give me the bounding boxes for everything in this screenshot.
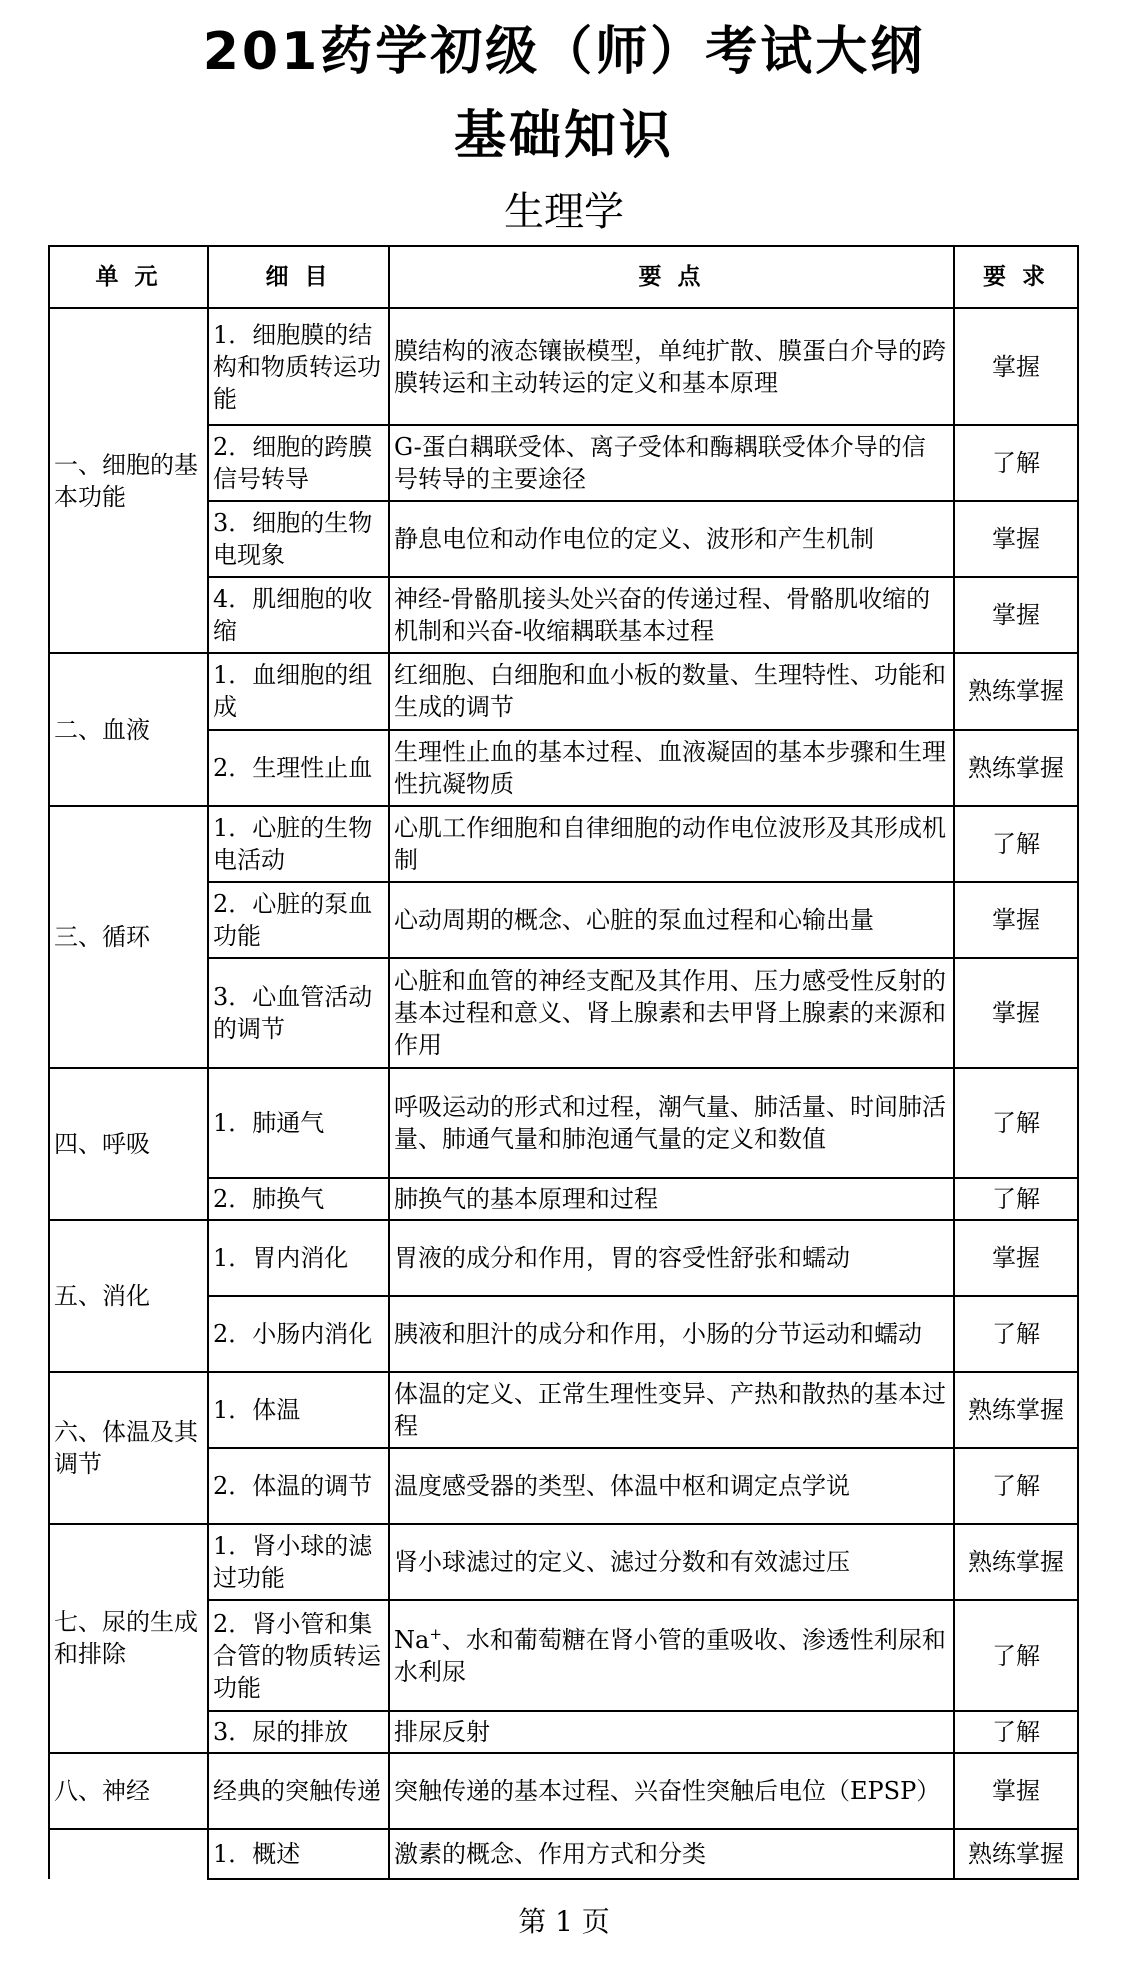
item-cell: 1．肾小球的滤过功能 — [208, 1524, 389, 1600]
points-cell: 红细胞、白细胞和血小板的数量、生理特性、功能和生成的调节 — [389, 653, 954, 729]
points-cell: 胃液的成分和作用，胃的容受性舒张和蠕动 — [389, 1220, 954, 1296]
item-cell: 2．肾小管和集合管的物质转运功能 — [208, 1600, 389, 1710]
requirement-cell: 了解 — [954, 806, 1078, 882]
requirement-cell: 掌握 — [954, 308, 1078, 425]
item-cell: 2．体温的调节 — [208, 1448, 389, 1524]
item-cell: 3．细胞的生物电现象 — [208, 501, 389, 577]
sodium-symbol: Na — [394, 1625, 430, 1654]
points-cell: 胰液和胆汁的成分和作用，小肠的分节运动和蠕动 — [389, 1296, 954, 1372]
requirement-cell: 了解 — [954, 1068, 1078, 1178]
points-cell: 心动周期的概念、心脏的泵血过程和心输出量 — [389, 882, 954, 958]
unit-cell: 五、消化 — [49, 1220, 208, 1372]
requirement-cell: 了解 — [954, 1178, 1078, 1220]
unit-cell: 六、体温及其调节 — [49, 1372, 208, 1524]
item-cell: 2．细胞的跨膜信号转导 — [208, 425, 389, 501]
table-row — [49, 308, 1078, 425]
item-cell: 1．体温 — [208, 1372, 389, 1448]
table-header-row — [49, 246, 1078, 308]
unit-cell: 四、呼吸 — [49, 1068, 208, 1220]
table-row — [49, 653, 1078, 729]
column-header-points: 要 点 — [389, 246, 954, 308]
points-cell: 呼吸运动的形式和过程，潮气量、肺活量、时间肺活量、肺通气量和肺泡通气量的定义和数值 — [389, 1068, 954, 1178]
column-header-requirement: 要 求 — [954, 246, 1078, 308]
points-text: 、水和葡萄糖在肾小管的重吸收、渗透性利尿和水利尿 — [394, 1625, 946, 1686]
requirement-cell: 了解 — [954, 1448, 1078, 1524]
requirement-cell: 掌握 — [954, 1753, 1078, 1829]
table-row — [49, 1753, 1078, 1829]
item-cell: 3．尿的排放 — [208, 1711, 389, 1753]
item-cell: 2．小肠内消化 — [208, 1296, 389, 1372]
item-cell: 4．肌细胞的收缩 — [208, 577, 389, 653]
table-row — [49, 1524, 1078, 1600]
requirement-cell: 熟练掌握 — [954, 1829, 1078, 1879]
table-row — [49, 1068, 1078, 1178]
table-row — [49, 806, 1078, 882]
requirement-cell: 熟练掌握 — [954, 653, 1078, 729]
unit-cell: 三、循环 — [49, 806, 208, 1068]
points-cell: 静息电位和动作电位的定义、波形和产生机制 — [389, 501, 954, 577]
requirement-cell: 了解 — [954, 1600, 1078, 1710]
document-subtitle: 基础知识 — [453, 106, 674, 166]
points-cell: 肾小球滤过的定义、滤过分数和有效滤过压 — [389, 1524, 954, 1600]
unit-cell: 七、尿的生成和排除 — [49, 1524, 208, 1752]
requirement-cell: 熟练掌握 — [954, 730, 1078, 806]
item-cell: 1．肺通气 — [208, 1068, 389, 1178]
syllabus-table — [48, 245, 1079, 1880]
points-cell — [389, 1600, 954, 1710]
points-cell: 膜结构的液态镶嵌模型，单纯扩散、膜蛋白介导的跨膜转运和主动转运的定义和基本原理 — [389, 308, 954, 425]
column-header-unit: 单 元 — [49, 246, 208, 308]
item-cell: 1．胃内消化 — [208, 1220, 389, 1296]
requirement-cell: 掌握 — [954, 577, 1078, 653]
document-title: 201药学初级（师）考试大纲 — [202, 22, 926, 82]
points-cell: 神经-骨骼肌接头处兴奋的传递过程、骨骼肌收缩的机制和兴奋-收缩耦联基本过程 — [389, 577, 954, 653]
requirement-cell: 掌握 — [954, 882, 1078, 958]
item-cell: 2．生理性止血 — [208, 730, 389, 806]
points-cell: 突触传递的基本过程、兴奋性突触后电位（EPSP） — [389, 1753, 954, 1829]
requirement-cell: 熟练掌握 — [954, 1524, 1078, 1600]
points-cell: 肺换气的基本原理和过程 — [389, 1178, 954, 1220]
item-cell: 1．细胞膜的结构和物质转运功能 — [208, 308, 389, 425]
item-cell: 1．血细胞的组成 — [208, 653, 389, 729]
table-row — [49, 1829, 1078, 1879]
item-cell: 3．心血管活动的调节 — [208, 958, 389, 1068]
requirement-cell: 了解 — [954, 425, 1078, 501]
points-cell: 激素的概念、作用方式和分类 — [389, 1829, 954, 1879]
points-cell: 温度感受器的类型、体温中枢和调定点学说 — [389, 1448, 954, 1524]
page-number: 第 1 页 — [518, 1905, 610, 1938]
item-cell: 2．心脏的泵血功能 — [208, 882, 389, 958]
requirement-cell: 掌握 — [954, 958, 1078, 1068]
column-header-item: 细 目 — [208, 246, 389, 308]
points-cell: 心肌工作细胞和自律细胞的动作电位波形及其形成机制 — [389, 806, 954, 882]
table-row — [49, 1220, 1078, 1296]
points-cell: 体温的定义、正常生理性变异、产热和散热的基本过程 — [389, 1372, 954, 1448]
requirement-cell: 了解 — [954, 1296, 1078, 1372]
points-cell: 排尿反射 — [389, 1711, 954, 1753]
unit-cell: 八、神经 — [49, 1753, 208, 1829]
requirement-cell: 掌握 — [954, 501, 1078, 577]
item-cell: 经典的突触传递 — [208, 1753, 389, 1829]
unit-cell — [49, 1829, 208, 1879]
item-cell: 2．肺换气 — [208, 1178, 389, 1220]
requirement-cell: 熟练掌握 — [954, 1372, 1078, 1448]
points-cell: 心脏和血管的神经支配及其作用、压力感受性反射的基本过程和意义、肾上腺素和去甲肾上腺素的来源和作用 — [389, 958, 954, 1068]
item-cell: 1．心脏的生物电活动 — [208, 806, 389, 882]
subject-heading: 生理学 — [504, 189, 624, 235]
table-row — [49, 1372, 1078, 1448]
points-cell: G-蛋白耦联受体、离子受体和酶耦联受体介导的信号转导的主要途径 — [389, 425, 954, 501]
sodium-charge: + — [429, 1624, 442, 1643]
unit-cell: 一、细胞的基本功能 — [49, 308, 208, 653]
requirement-cell: 掌握 — [954, 1220, 1078, 1296]
requirement-cell: 了解 — [954, 1711, 1078, 1753]
unit-cell: 二、血液 — [49, 653, 208, 805]
points-cell: 生理性止血的基本过程、血液凝固的基本步骤和生理性抗凝物质 — [389, 730, 954, 806]
item-cell: 1．概述 — [208, 1829, 389, 1879]
